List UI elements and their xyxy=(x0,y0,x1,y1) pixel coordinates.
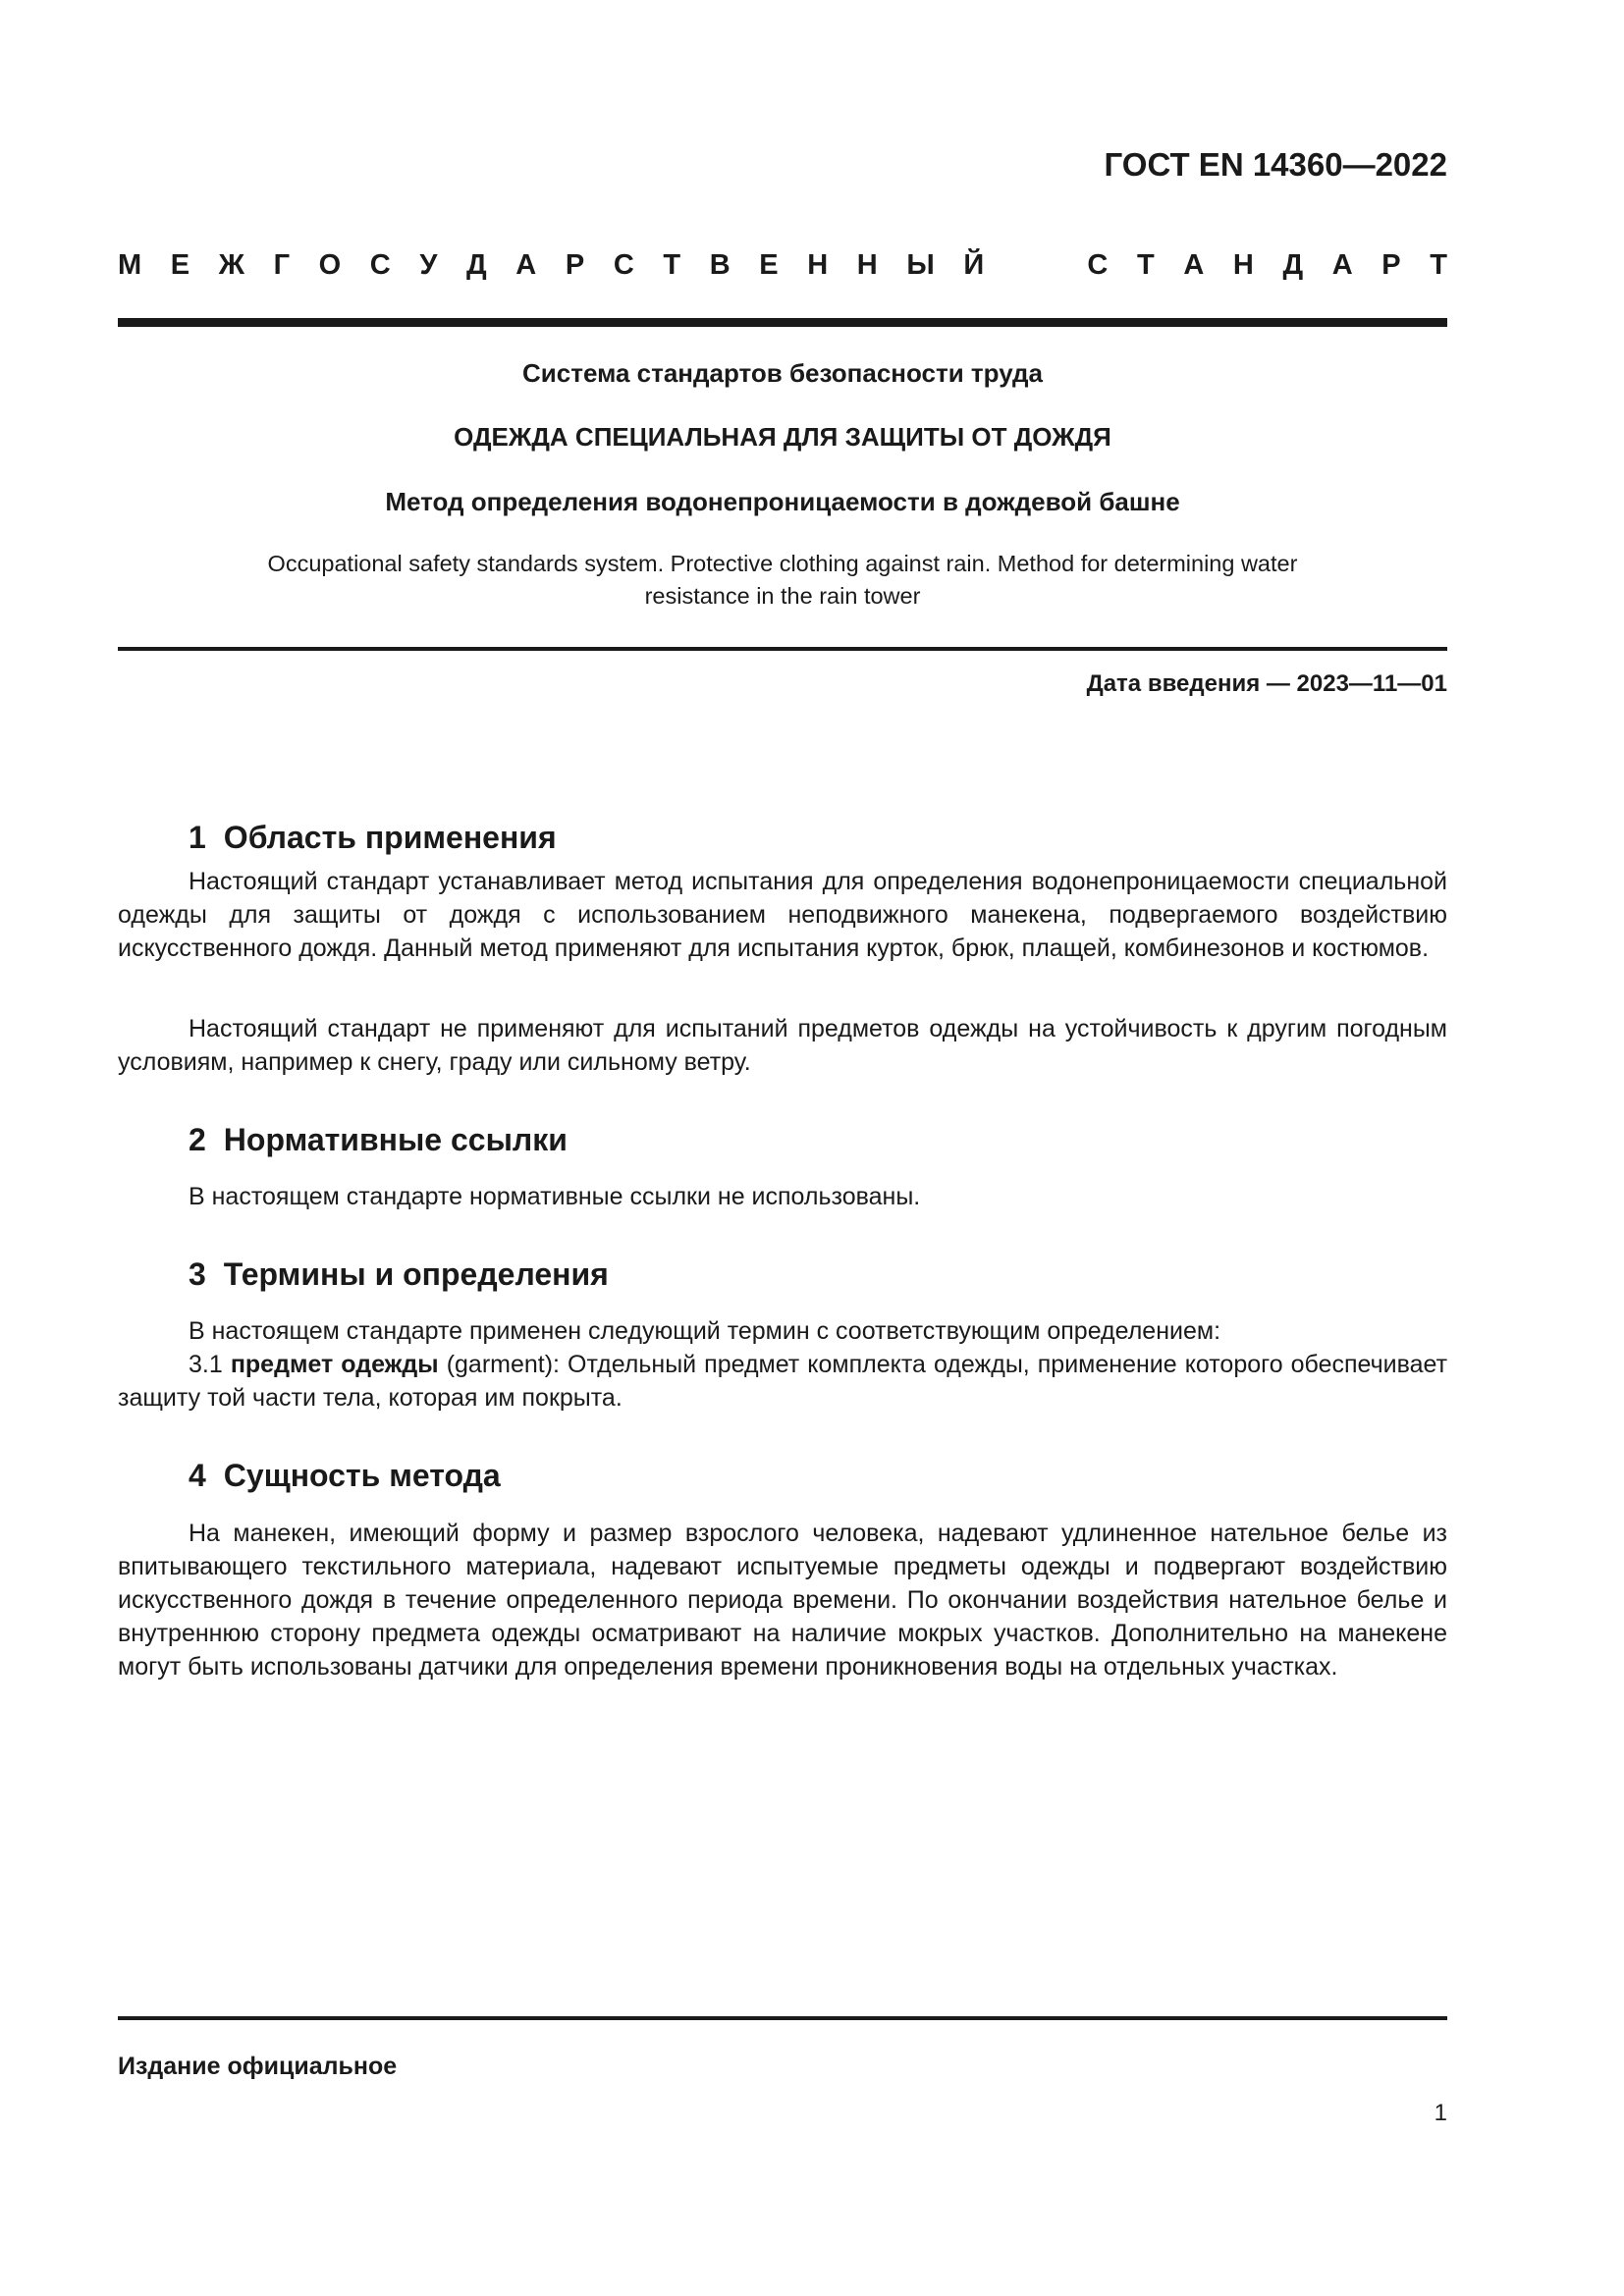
footer-divider xyxy=(118,2016,1447,2020)
banner-letter: Е xyxy=(759,249,779,281)
english-title: Occupational safety standards system. Protective clothing against rain. Method for determining water resistance in the rain tower xyxy=(267,551,1298,609)
section-number: 4 xyxy=(189,1458,206,1493)
banner-letter: Т xyxy=(1136,249,1155,281)
header-divider-thick xyxy=(118,318,1447,327)
term-text: Отдельный предмет комплекта одежды, применение которого обеспечивает защиту той части тела, которая им покрыта. xyxy=(118,1351,1448,1412)
standards-system-title: Система стандартов безопасности труда xyxy=(522,358,1043,388)
section-title: Термины и определения xyxy=(223,1256,609,1292)
banner-letter: С xyxy=(369,249,391,281)
banner-letter: О xyxy=(318,249,342,281)
banner-letter: У xyxy=(419,249,438,281)
banner-letter: Н xyxy=(1232,249,1254,281)
section-number: 3 xyxy=(189,1256,206,1292)
banner-letter: Р xyxy=(565,249,585,281)
banner-letter: Д xyxy=(466,249,487,281)
paragraph: В настоящем стандарте нормативные ссылки не использованы. xyxy=(189,1183,921,1210)
official-edition-label: Издание официальное xyxy=(118,2053,398,2080)
banner-letter: С xyxy=(1087,249,1109,281)
banner-letter: М xyxy=(118,249,142,281)
page-number: 1 xyxy=(1434,2100,1447,2126)
banner-letter: Т xyxy=(663,249,681,281)
paragraph: Настоящий стандарт не применяют для испытаний предметов одежды на устойчивость к другим погодным условиям, например к снегу, граду или сильному ветру. xyxy=(118,1015,1447,1076)
banner-letter: А xyxy=(1183,249,1205,281)
section-title: Сущность метода xyxy=(223,1458,501,1493)
paragraph: На манекен, имеющий форму и размер взрослого человека, надевают удлиненное нательное белье из впитывающего текстильного материала, надевают испытуемые предметы одежды и подвергают воздействию искусственного дождя в течение определенного периода времени. По окончании воздействия нательное белье и внутреннюю сторону предмета одежды осматривают на наличие мокрых участков. Дополнительно на манекене могут быть использованы датчики для определения времени проникновения воды на отдельных участках. xyxy=(118,1520,1447,1681)
section-number: 1 xyxy=(189,820,206,855)
banner-letter: Й xyxy=(963,249,985,281)
banner-word-gap xyxy=(1013,247,1058,283)
banner-letter: Н xyxy=(807,249,829,281)
section-heading xyxy=(189,1255,609,1294)
banner-letter: В xyxy=(709,249,731,281)
section-heading xyxy=(189,818,557,857)
section-number: 2 xyxy=(189,1122,206,1157)
section-title: Область применения xyxy=(223,820,557,855)
term-english: (garment): xyxy=(446,1351,560,1378)
document-code: ГОСТ EN 14360—2022 xyxy=(1104,146,1447,183)
banner-letter: Н xyxy=(856,249,878,281)
term-definition xyxy=(118,1348,1447,1415)
banner-letter: А xyxy=(515,249,537,281)
interstate-standard-banner xyxy=(118,247,1447,283)
title-divider xyxy=(118,647,1447,651)
document-main-title: ОДЕЖДА СПЕЦИАЛЬНАЯ ДЛЯ ЗАЩИТЫ ОТ ДОЖДЯ xyxy=(454,422,1111,452)
banner-letter: Ы xyxy=(906,249,935,281)
banner-letter: Р xyxy=(1381,249,1401,281)
section-heading xyxy=(189,1120,568,1159)
banner-letter: А xyxy=(1331,249,1353,281)
section-title: Нормативные ссылки xyxy=(223,1122,568,1157)
banner-letter: Ж xyxy=(218,249,244,281)
document-method-subtitle: Метод определения водонепроницаемости в дождевой башне xyxy=(385,487,1180,516)
term-number: 3.1 xyxy=(189,1351,223,1378)
paragraph: В настоящем стандарте применен следующий термин с соответствующим определением: xyxy=(189,1317,1221,1345)
introduction-date: Дата введения — 2023—11—01 xyxy=(1086,670,1447,697)
banner-letter: Е xyxy=(170,249,190,281)
banner-letter: Д xyxy=(1282,249,1304,281)
term-name: предмет одежды xyxy=(230,1351,439,1378)
paragraph: Настоящий стандарт устанавливает метод испытания для определения водонепроницаемости специальной одежды для защиты от дождя с использованием неподвижного манекена, подвергаемого воздействию искусственного дождя. Данный метод применяют для испытания курток, брюк, плащей, комбинезонов и костюмов. xyxy=(118,868,1447,962)
section-heading xyxy=(189,1456,501,1495)
banner-letter: Г xyxy=(273,249,291,281)
banner-letter: С xyxy=(613,249,634,281)
banner-letter: Т xyxy=(1430,249,1447,281)
